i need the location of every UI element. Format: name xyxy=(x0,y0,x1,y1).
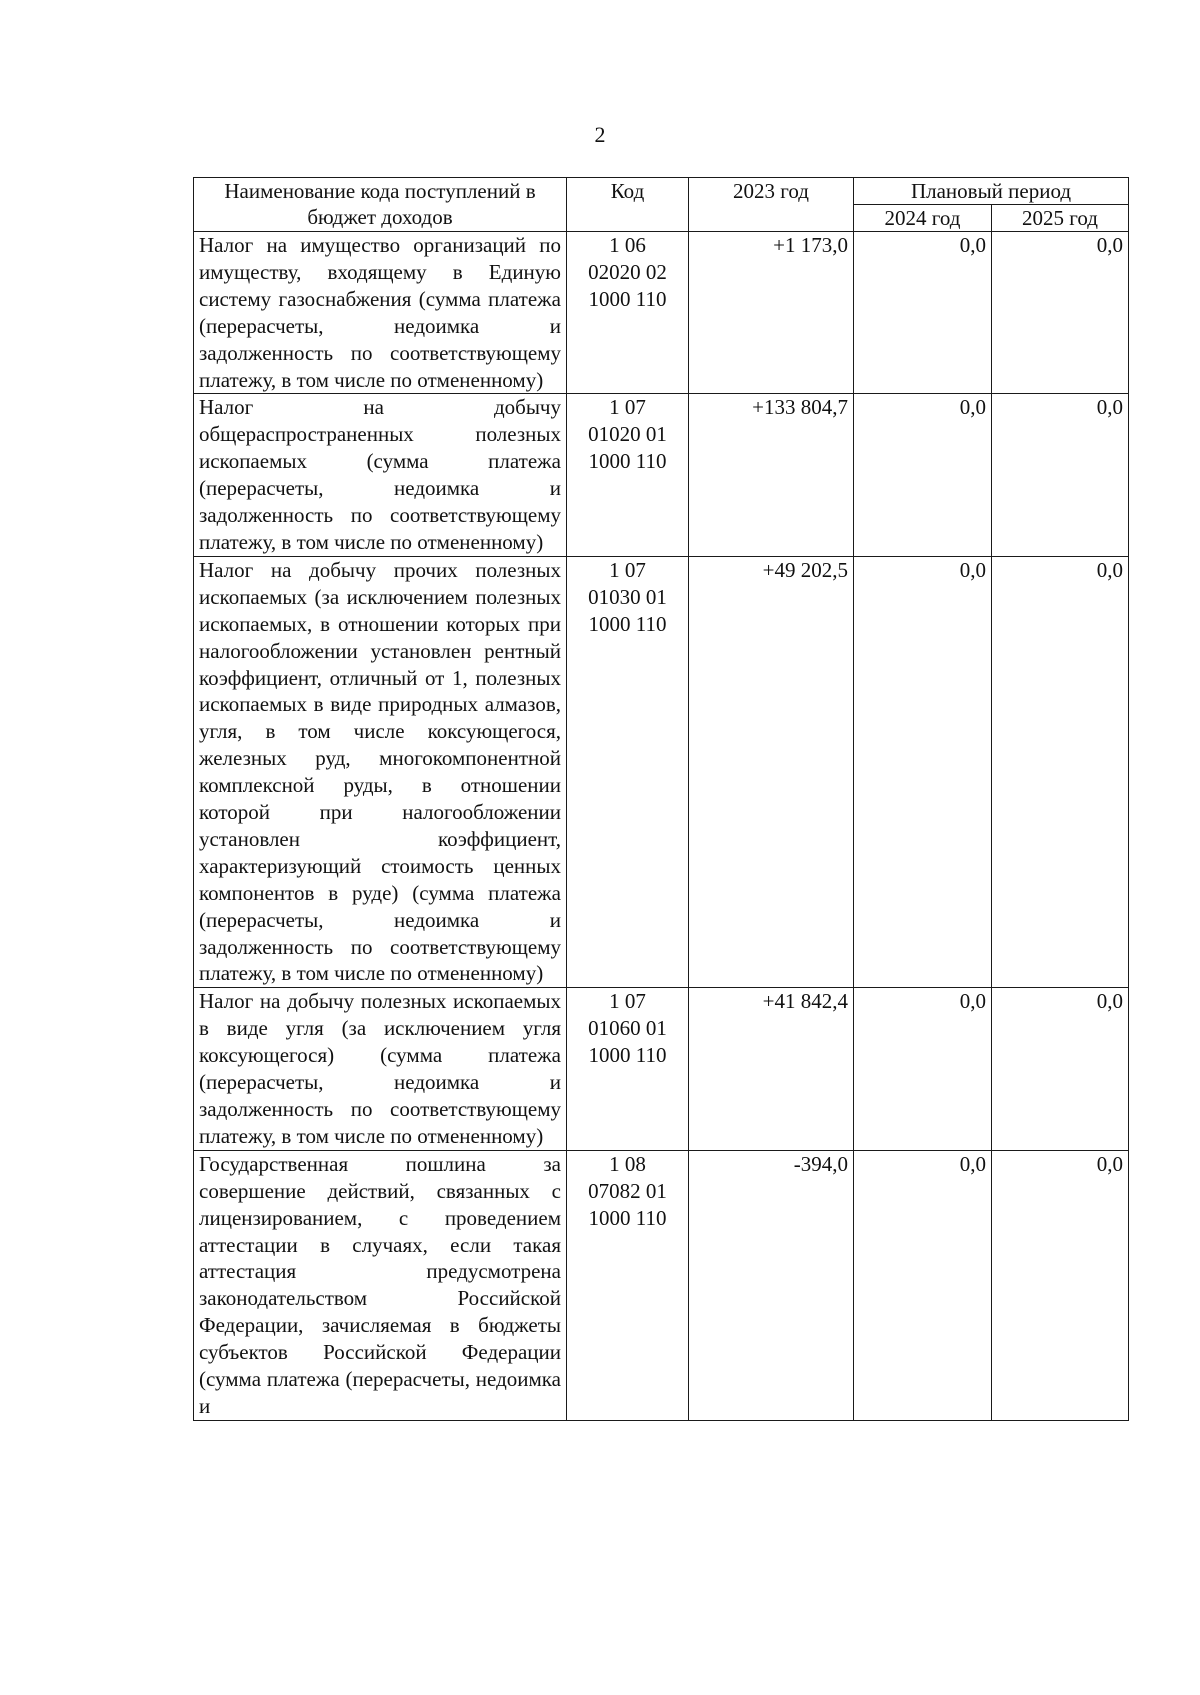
row-name: Налог на добычу общераспространенных полезных ископаемых (сумма платежа (перерасчеты, недоимка и задолженность по соответствующему платежу, в том числе по отмененному) xyxy=(194,394,567,556)
row-value-2024: 0,0 xyxy=(854,394,992,556)
table-body xyxy=(194,232,1129,1421)
row-value-2025: 0,0 xyxy=(992,232,1129,394)
row-name: Налог на добычу прочих полезных ископаемых (за исключением полезных ископаемых, в отношении которых при налогообложении установлен рентный коэффициент, отличный от 1, полезных ископаемых в виде природных алмазов, угля, в том числе коксующегося, железных руд, многокомпонентной комплексной руды, в отношении которой при налогообложении установлен коэффициент, характеризующий стоимость ценных компонентов в руде) (сумма платежа (перерасчеты, недоимка и задолженность по соответствующему платежу, в том числе по отмененному) xyxy=(194,556,567,988)
row-value-2024: 0,0 xyxy=(854,988,992,1150)
table-row xyxy=(194,232,1129,394)
row-value-2023: +41 842,4 xyxy=(689,988,854,1150)
row-code xyxy=(567,232,689,394)
row-value-2024: 0,0 xyxy=(854,1150,992,1420)
code-line: 01020 01 xyxy=(588,422,667,447)
code-line: 1 07 xyxy=(609,989,646,1014)
code-line: 02020 02 xyxy=(588,259,667,284)
header-year-2023: 2023 год xyxy=(689,178,854,232)
table-row xyxy=(194,988,1129,1150)
row-name: Налог на добычу полезных ископаемых в виде угля (за исключением угля коксующегося) (сумма платежа (перерасчеты, недоимка и задолженность по соответствующему платежу, в том числе по отмененному) xyxy=(194,988,567,1150)
row-value-2023: -394,0 xyxy=(689,1150,854,1420)
row-value-2025: 0,0 xyxy=(992,394,1129,556)
revenue-table xyxy=(193,177,1129,1421)
code-line: 1000 110 xyxy=(588,449,667,474)
row-value-2023: +1 173,0 xyxy=(689,232,854,394)
table-row xyxy=(194,394,1129,556)
table-row xyxy=(194,556,1129,988)
row-value-2024: 0,0 xyxy=(854,232,992,394)
row-name: Налог на имущество организаций по имуществу, входящему в Единую систему газоснабжения (сумма платежа (перерасчеты, недоимка и задолженность по соответствующему платежу, в том числе по отмененному) xyxy=(194,232,567,394)
code-line: 01060 01 xyxy=(588,1016,667,1041)
row-value-2025: 0,0 xyxy=(992,988,1129,1150)
code-line: 1 07 xyxy=(609,395,646,420)
row-code xyxy=(567,1150,689,1420)
code-line: 1 07 xyxy=(609,557,646,582)
code-line: 1000 110 xyxy=(588,1043,667,1068)
code-line: 1000 110 xyxy=(588,286,667,311)
row-value-2024: 0,0 xyxy=(854,556,992,988)
code-line: 1000 110 xyxy=(588,1205,667,1230)
row-code xyxy=(567,394,689,556)
row-name: Государственная пошлина за совершение действий, связанных с лицензированием, с проведением аттестации в случаях, если такая аттестация предусмотрена законодательством Российской Федерации, зачисляемая в бюджеты субъектов Российской Федерации (сумма платежа (перерасчеты, недоимка и xyxy=(194,1150,567,1420)
row-code xyxy=(567,988,689,1150)
table-row xyxy=(194,1150,1129,1420)
row-code xyxy=(567,556,689,988)
code-line: 1 06 xyxy=(609,233,646,257)
header-name: Наименование кода поступлений в бюджет доходов xyxy=(194,178,567,232)
page-number: 2 xyxy=(594,122,606,147)
code-line: 07082 01 xyxy=(588,1178,667,1203)
row-value-2023: +49 202,5 xyxy=(689,556,854,988)
row-value-2025: 0,0 xyxy=(992,556,1129,988)
row-value-2025: 0,0 xyxy=(992,1150,1129,1420)
header-year-2024: 2024 год xyxy=(854,205,992,232)
table-header xyxy=(194,178,1129,232)
code-line: 01030 01 xyxy=(588,584,667,609)
header-code: Код xyxy=(567,178,689,232)
header-year-2025: 2025 год xyxy=(992,205,1129,232)
code-line: 1000 110 xyxy=(588,611,667,636)
row-value-2023: +133 804,7 xyxy=(689,394,854,556)
code-line: 1 08 xyxy=(609,1151,646,1176)
header-planned-period: Плановый период xyxy=(854,178,1129,205)
